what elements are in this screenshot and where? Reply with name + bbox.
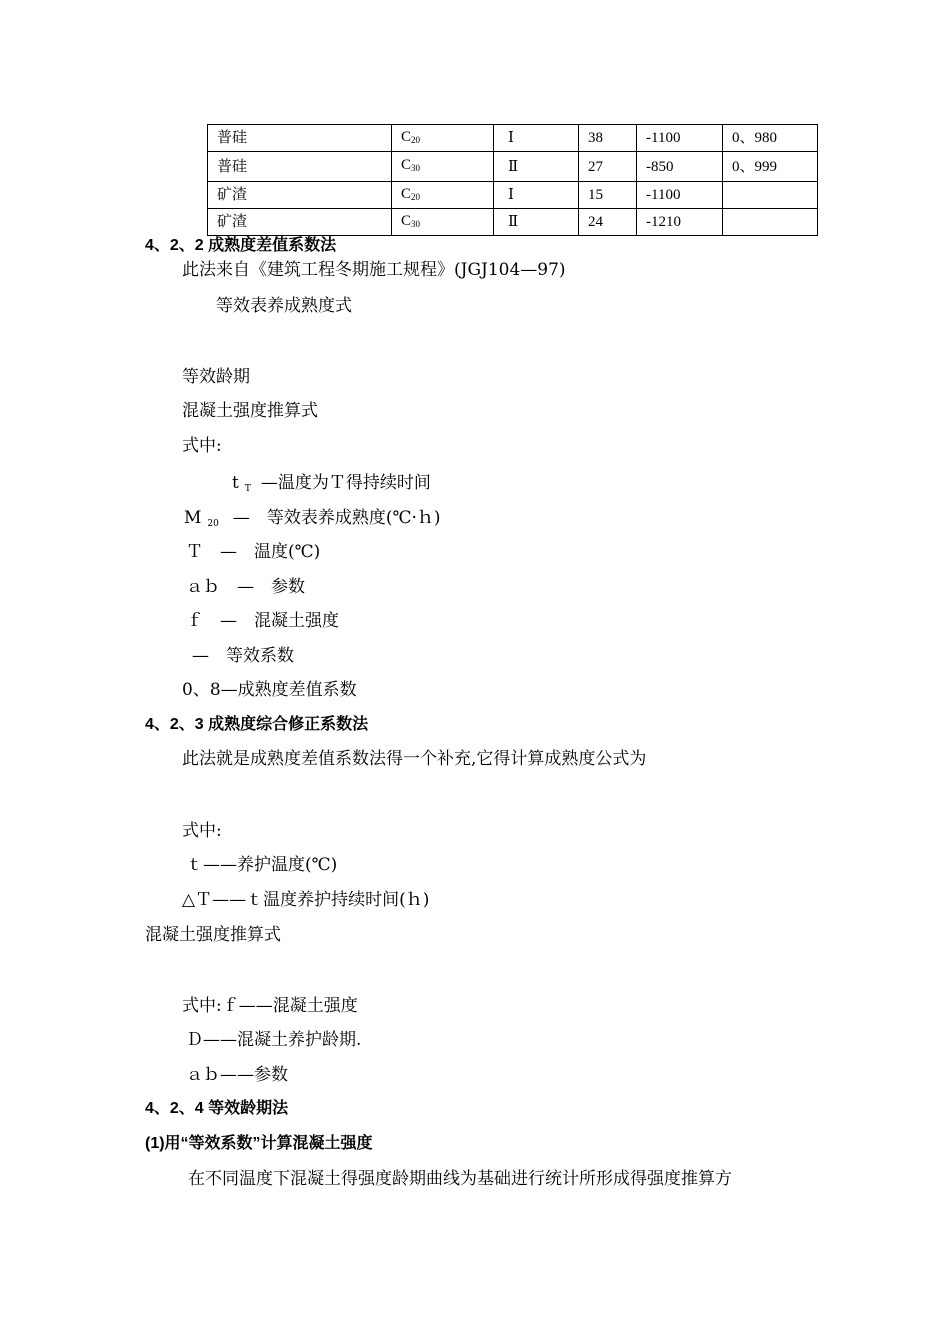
definition-t-curing: ｔ——养护温度(℃) [186,855,338,875]
cell-category: Ⅰ [494,125,579,152]
cell-param-b: -1100 [637,125,723,152]
section-4-2-3-intro: 此法就是成熟度差值系数法得一个补充,它得计算成熟度公式为 [182,749,647,769]
grade-number: 20 [411,134,421,145]
cell-correlation [723,209,818,236]
definition-ab: ａｂ — 参数 [186,577,305,597]
cell-param-a: 15 [579,182,637,209]
grade-letter: C [401,185,412,202]
grade-letter: C [401,128,412,145]
source-text: 此法来自《建筑工程冬期施工规程》(JGJ104—97) [182,260,566,280]
section-title-4-2-4: 4、2、4 等效龄期法 [145,1100,289,1117]
cell-param-a: 27 [579,152,637,182]
definition-ab-2: ａｂ——参数 [186,1065,288,1085]
cell-cement-type: 普硅 [208,152,392,182]
definition-T: Ｔ — 温度(℃) [186,542,321,562]
section-title-4-2-2: 4、2、2 成熟度差值系数法 [145,237,337,254]
grade-number: 30 [411,163,421,173]
table-row [208,125,818,152]
cell-correlation: 0、980 [723,125,818,152]
strength-formula-label: 混凝土强度推算式 [182,401,318,421]
table-row [208,209,818,236]
cell-category: Ⅰ [494,182,579,209]
cell-cement-type: 矿渣 [208,182,392,209]
definition-0-8: 0、8—成熟度差值系数 [182,680,357,700]
where-label-2: 式中: [182,821,222,841]
cell-grade [392,182,494,209]
symbol-T-subscript: T [244,484,251,494]
equivalent-age-label: 等效龄期 [182,367,250,387]
symbol-t: t [232,473,239,493]
strength-formula-label-2: 混凝土强度推算式 [145,925,281,945]
table-row [208,152,818,182]
cell-grade [392,209,494,236]
definition-delta-T: △Ｔ——ｔ温度养护持续时间(ｈ) [182,890,430,910]
grade-letter: C [401,157,412,173]
parameter-table [207,124,818,236]
table-row [208,182,818,209]
where-label: 式中: [182,436,222,456]
formula-label-maturity: 等效表养成熟度式 [216,296,352,316]
cell-correlation [723,182,818,209]
subsection-title-1: (1)用“等效系数”计算混凝土强度 [145,1135,373,1152]
symbol-M: M [184,508,202,528]
section-4-2-4-text: 在不同温度下混凝土得强度龄期曲线为基础进行统计所形成得强度推算方 [188,1169,732,1189]
cell-cement-type: 矿渣 [208,209,392,236]
section-title-4-2-3: 4、2、3 成熟度综合修正系数法 [145,716,369,733]
cell-grade [392,125,494,152]
cell-param-b: -1100 [637,182,723,209]
cell-param-b: -1210 [637,209,723,236]
grade-number: 20 [411,191,421,202]
cell-correlation: 0、999 [723,152,818,182]
cell-param-b: -850 [637,152,723,182]
definition-D: Ｄ——混凝土养护龄期. [186,1030,362,1050]
definition-M20 [184,507,441,535]
definition-equivalent-coefficient: — 等效系数 [192,646,294,666]
cell-cement-type: 普硅 [208,125,392,152]
definition-tT-text: —温度为Ｔ得持续时间 [260,473,431,493]
cell-category: Ⅱ [494,209,579,236]
definition-tT [232,472,431,500]
cell-grade [392,152,494,182]
definition-f-2: 式中:ｆ——混凝土强度 [182,996,358,1016]
symbol-20-subscript: 20 [207,519,219,529]
definition-f: ｆ — 混凝土强度 [186,611,339,631]
cell-param-a: 24 [579,209,637,236]
definition-M20-text: — 等效表养成熟度(℃·ｈ) [232,508,441,528]
cell-category: Ⅱ [494,152,579,182]
grade-letter: C [401,212,412,229]
grade-number: 30 [411,218,421,229]
cell-param-a: 38 [579,125,637,152]
